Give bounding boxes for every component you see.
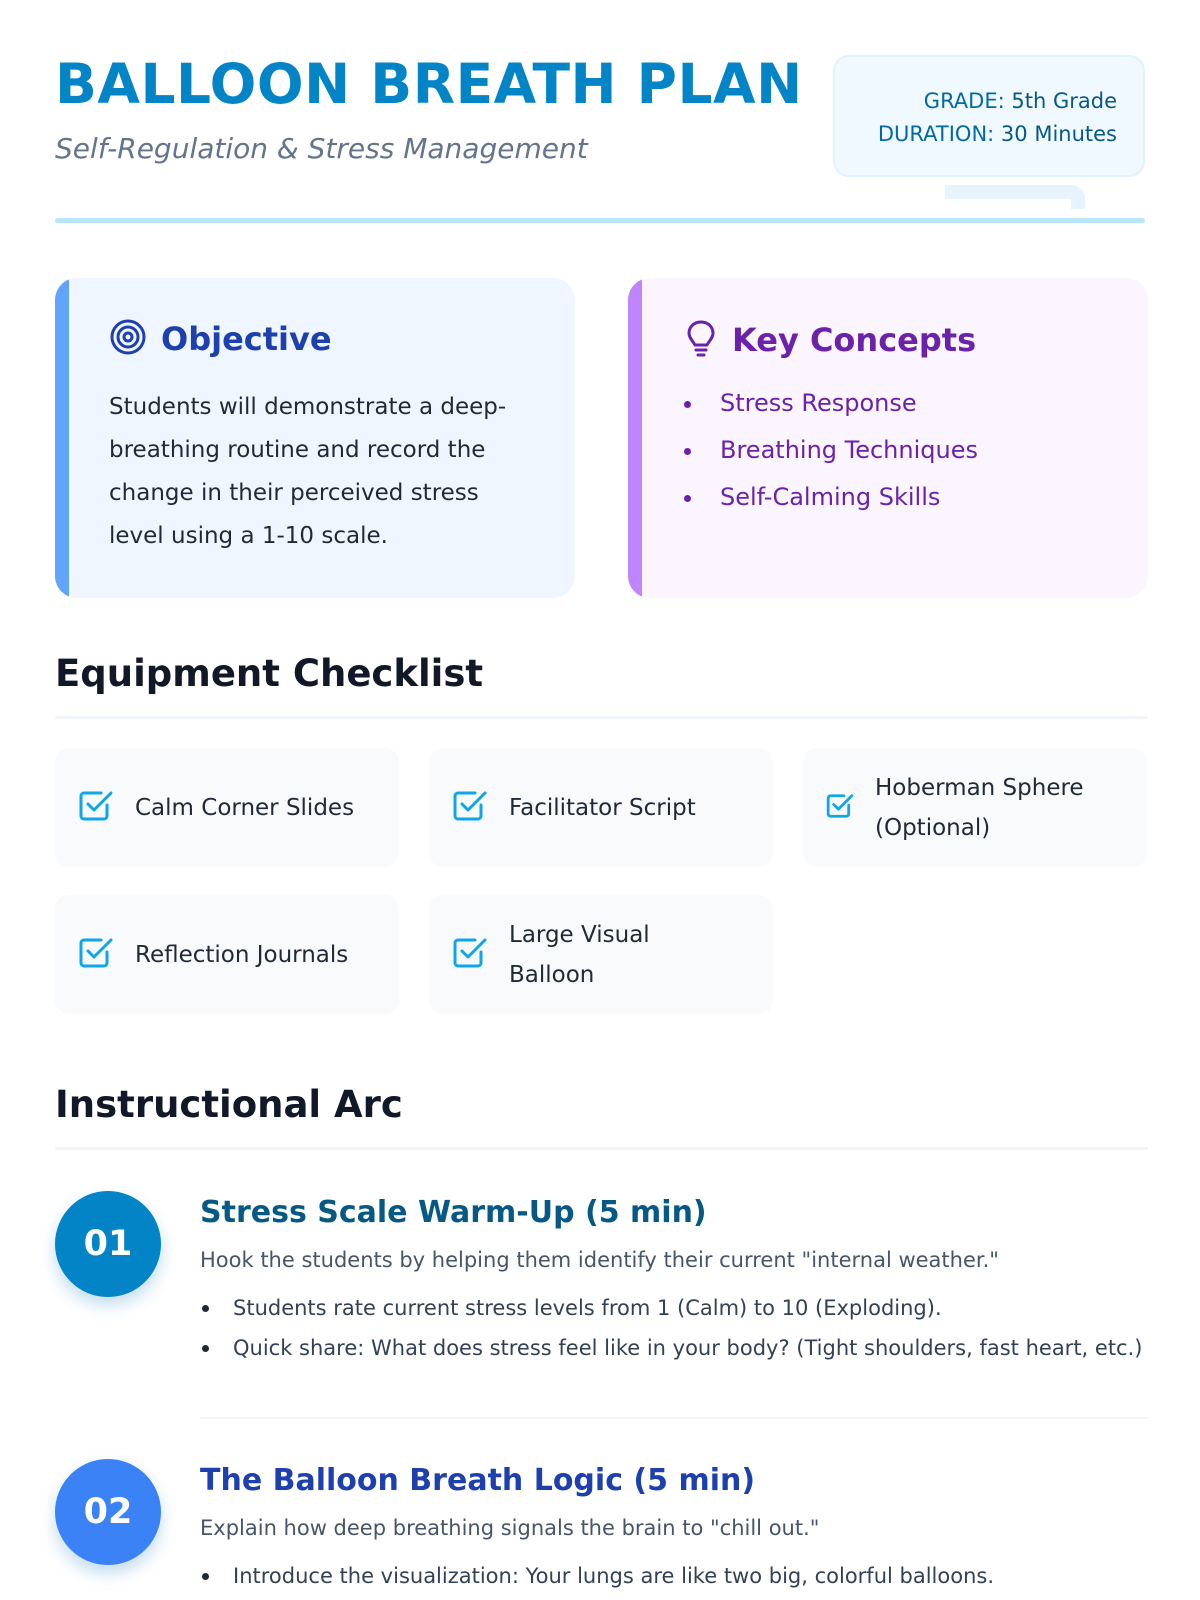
step-content — [200, 1463, 1150, 1596]
header — [55, 0, 1145, 225]
equipment-item[interactable] — [429, 895, 773, 1014]
concept-item: Breathing Techniques — [684, 427, 978, 474]
equipment-label: Reflection Journals — [135, 941, 349, 968]
objective-title: Objective — [161, 320, 332, 358]
meta-box — [833, 55, 1145, 177]
equipment-divider — [55, 716, 1148, 719]
page-subtitle: Self-Regulation & Stress Management — [55, 132, 588, 165]
equipment-item[interactable] — [55, 895, 399, 1014]
step-description: Explain how deep breathing signals the brain to "chill out." — [200, 1516, 820, 1540]
page-title: BALLOON BREATH PLAN — [55, 52, 803, 116]
checkbox-checked-icon[interactable] — [77, 787, 115, 829]
objective-card — [55, 278, 575, 598]
wind-swirl-decoration — [945, 185, 1085, 209]
duration-value: 30 Minutes — [1000, 122, 1117, 146]
checkbox-checked-icon[interactable] — [451, 934, 489, 976]
step-content — [200, 1195, 1150, 1368]
objective-accent-bar — [55, 278, 69, 598]
equipment-label: Calm Corner Slides — [135, 794, 355, 821]
key-concepts-title: Key Concepts — [732, 321, 977, 359]
duration-label: DURATION: — [877, 122, 995, 146]
duration-line — [835, 118, 1117, 151]
step-number-badge: 01 — [55, 1191, 161, 1297]
step-separator — [200, 1417, 1148, 1419]
step-title: The Balloon Breath Logic (5 min) — [200, 1463, 756, 1498]
equipment-label: Large Visual Balloon — [509, 921, 650, 988]
arc-divider — [55, 1147, 1148, 1150]
step-description: Hook the students by helping them identify their current "internal weather." — [200, 1248, 999, 1272]
equipment-heading: Equipment Checklist — [55, 652, 484, 695]
step-bullet: Introduce the visualization: Your lungs are like two big, colorful balloons. — [200, 1556, 1150, 1596]
grade-value: 5th Grade — [1011, 89, 1117, 113]
checkbox-checked-icon[interactable] — [825, 791, 855, 825]
lightbulb-icon — [684, 318, 718, 362]
checkbox-checked-icon[interactable] — [77, 934, 115, 976]
grade-line — [835, 85, 1117, 118]
concepts-accent-bar — [628, 278, 642, 598]
key-concepts-list — [684, 380, 978, 521]
key-concepts-card — [628, 278, 1148, 598]
equipment-label: Hoberman Sphere (Optional) — [875, 774, 1084, 841]
grade-label: GRADE: — [923, 89, 1005, 113]
equipment-item[interactable] — [429, 748, 773, 867]
concept-item: Stress Response — [684, 380, 978, 427]
step-bullets — [200, 1288, 1150, 1368]
target-icon — [109, 318, 147, 360]
checkbox-checked-icon[interactable] — [451, 787, 489, 829]
step-number-badge: 02 — [55, 1459, 161, 1565]
summary-cards — [55, 278, 1148, 598]
objective-text: Students will demonstrate a deep-breathing routine and record the change in their perceived stress level using a 1-10 scale. — [109, 394, 507, 549]
step-bullet: Students rate current stress levels from 1 (Calm) to 10 (Exploding). — [200, 1288, 1150, 1328]
equipment-item[interactable] — [803, 748, 1147, 867]
objective-header — [109, 318, 332, 360]
concept-item: Self-Calming Skills — [684, 474, 978, 521]
equipment-item[interactable] — [55, 748, 399, 867]
equipment-label: Facilitator Script — [509, 794, 696, 821]
header-divider — [55, 218, 1145, 223]
step-title: Stress Scale Warm-Up (5 min) — [200, 1195, 707, 1230]
key-concepts-header — [684, 318, 976, 362]
instructional-arc-heading: Instructional Arc — [55, 1083, 403, 1126]
step-bullet: Quick share: What does stress feel like in your body? (Tight shoulders, fast heart, etc.) — [200, 1328, 1150, 1368]
step-bullets — [200, 1556, 1150, 1596]
